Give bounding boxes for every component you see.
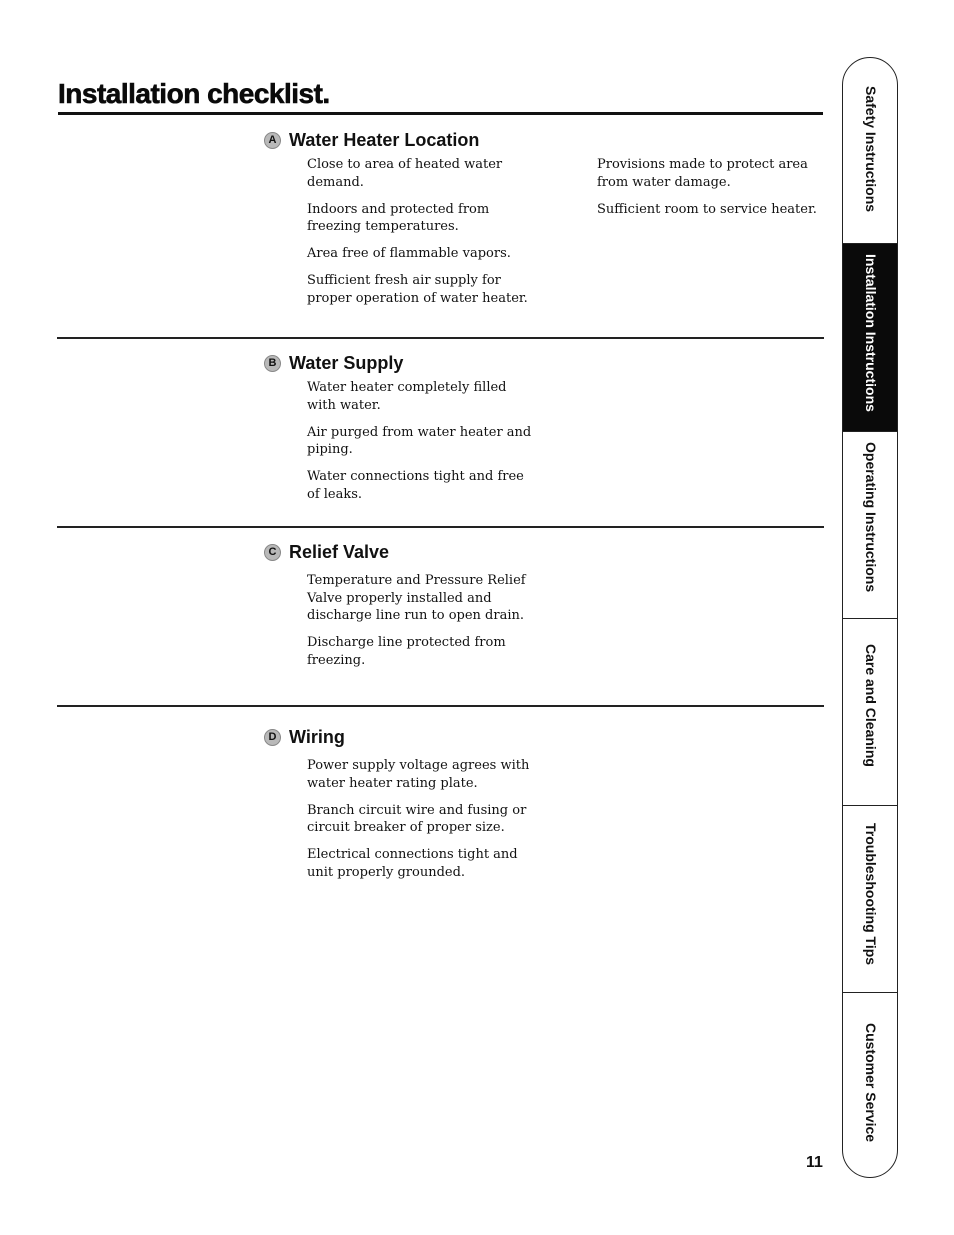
sidebar-nav [842,57,898,1178]
tab-operating-instructions[interactable] [843,431,898,618]
checklist-item: Area free of flammable vapors. [307,246,511,261]
page-number: 11 [806,1154,823,1171]
tab-troubleshooting-tips[interactable] [843,805,898,992]
section-badge: D [264,729,281,746]
section-water-supply [264,351,532,502]
section-heading [264,128,479,152]
section-divider [57,526,824,528]
section-relief-valve [264,540,526,668]
section-heading [264,725,345,749]
section-wiring [264,725,530,880]
tab-label: Installation Instructions [863,254,879,412]
tab-safety-instructions[interactable] [843,58,898,243]
checklist-column-right [597,156,827,228]
checklist-item: Electrical connections tight and unit properly grounded. [307,847,518,880]
title-divider [58,112,823,115]
section-divider [57,705,824,707]
tab-label: Operating Instructions [863,442,879,593]
checklist-item: Close to area of heated water demand. [307,157,503,190]
checklist-item: Branch circuit wire and fusing or circuit breaker of proper size. [307,802,527,835]
tab-installation-instructions[interactable] [843,243,898,431]
checklist-item: Air purged from water heater and piping. [307,424,532,457]
checklist-item: Power supply voltage agrees with water heater rating plate. [307,758,530,791]
checklist-column-left [307,156,537,317]
tab-care-and-cleaning[interactable] [843,618,898,805]
checklist-item: Indoors and protected from freezing temperatures. [307,201,490,234]
section-water-heater-location [264,128,817,306]
checklist-item: Provisions made to protect area from water damage. [597,157,808,190]
checklist-item: Sufficient fresh air supply for proper operation of water heater. [307,273,528,306]
section-badge: C [264,544,281,561]
checklist-item: Temperature and Pressure Relief Valve properly installed and discharge line run to open drain. [307,573,526,623]
checklist-column-left [307,757,537,891]
checklist-item: Water heater completely filled with water. [307,380,507,413]
section-heading [264,351,403,375]
checklist-column-left [307,379,537,513]
tab-label: Customer Service [863,1023,879,1143]
checklist-item: Water connections tight and free of leaks. [307,469,524,502]
section-title: Water Heater Location [289,129,480,150]
tab-label: Safety Instructions [863,86,879,213]
page-title: Installation checklist. [58,78,330,109]
tab-label: Troubleshooting Tips [863,823,879,966]
section-heading [264,540,389,564]
section-badge: A [264,132,281,149]
section-divider [57,337,824,339]
section-badge: B [264,355,281,372]
section-title: Wiring [289,726,345,747]
checklist-item: Discharge line protected from freezing. [307,635,506,668]
checklist-column-left [307,572,537,679]
section-title: Water Supply [289,352,404,373]
tab-customer-service[interactable] [843,992,898,1178]
checklist-item: Sufficient room to service heater. [597,201,817,217]
tab-label: Care and Cleaning [863,644,879,767]
section-title: Relief Valve [289,541,390,562]
